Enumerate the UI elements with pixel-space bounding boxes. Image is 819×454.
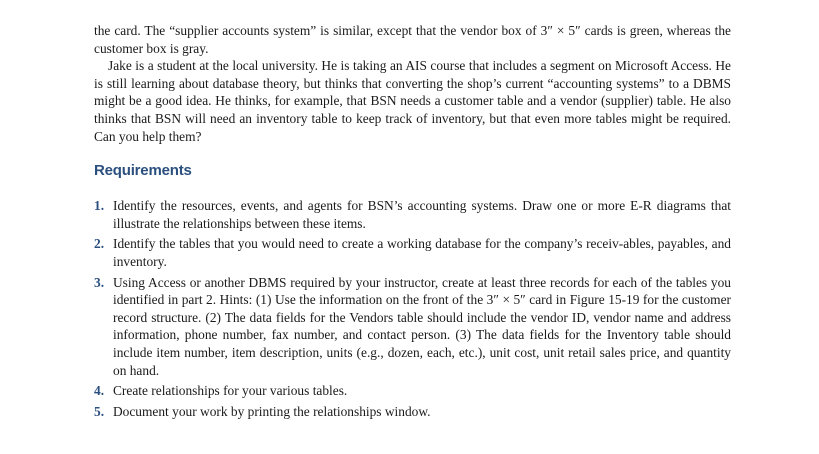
requirement-number: 5. — [94, 403, 105, 419]
requirement-text: Document your work by printing the relationships window. — [113, 403, 431, 419]
paragraph-jake: Jake is a student at the local university. He is taking an AIS course that includes a segment on Microsoft Access. He is still learning about database theory, but thinks that converting the shop’s current “accounting systems” to a DBMS might be a good idea. He thinks, for example, that BSN needs a customer table and a vendor (supplier) table. He also thinks that BSN will need an inventory table to keep track of inventory, but that even more tables might be required. Can you help them? — [94, 58, 731, 144]
requirement-item — [94, 274, 731, 380]
paragraph-card-continuation: the card. The “supplier accounts system” is similar, except that the vendor box of 3″ × 5″ cards is green, whereas the customer box is gray. — [94, 23, 731, 56]
requirement-text: Identify the tables that you would need to create a working database for the company’s receiv-ables, payables, and inventory. — [113, 236, 731, 269]
requirement-number: 3. — [94, 274, 105, 290]
requirements-heading: Requirements — [94, 162, 192, 180]
requirement-text: Using Access or another DBMS required by your instructor, create at least three records for each of the tables you identified in part 2. Hints: (1) Use the information on the front of the 3″ × 5″ card in Figure 15-19 for the customer record structure. (2) The data fields for the Vendors table should include the vendor ID, vendor name and address information, phone number, fax number, and contact person. (3) The data fields for the Inventory table should include item number, item description, units (e.g., dozen, each, etc.), unit cost, unit retail sales price, and quantity on hand. — [113, 274, 731, 378]
requirement-item — [94, 403, 731, 421]
document-page — [94, 22, 731, 423]
requirement-number: 4. — [94, 383, 105, 399]
requirement-number: 1. — [94, 198, 105, 214]
requirements-list — [94, 197, 731, 420]
requirement-item — [94, 382, 731, 400]
requirement-number: 2. — [94, 236, 105, 252]
requirement-item — [94, 197, 731, 232]
requirement-text: Identify the resources, events, and agents for BSN’s accounting systems. Draw one or more E-R diagrams that illustrate the relationships between these items. — [113, 198, 731, 231]
requirement-text: Create relationships for your various tables. — [113, 383, 348, 399]
requirement-item — [94, 235, 731, 270]
